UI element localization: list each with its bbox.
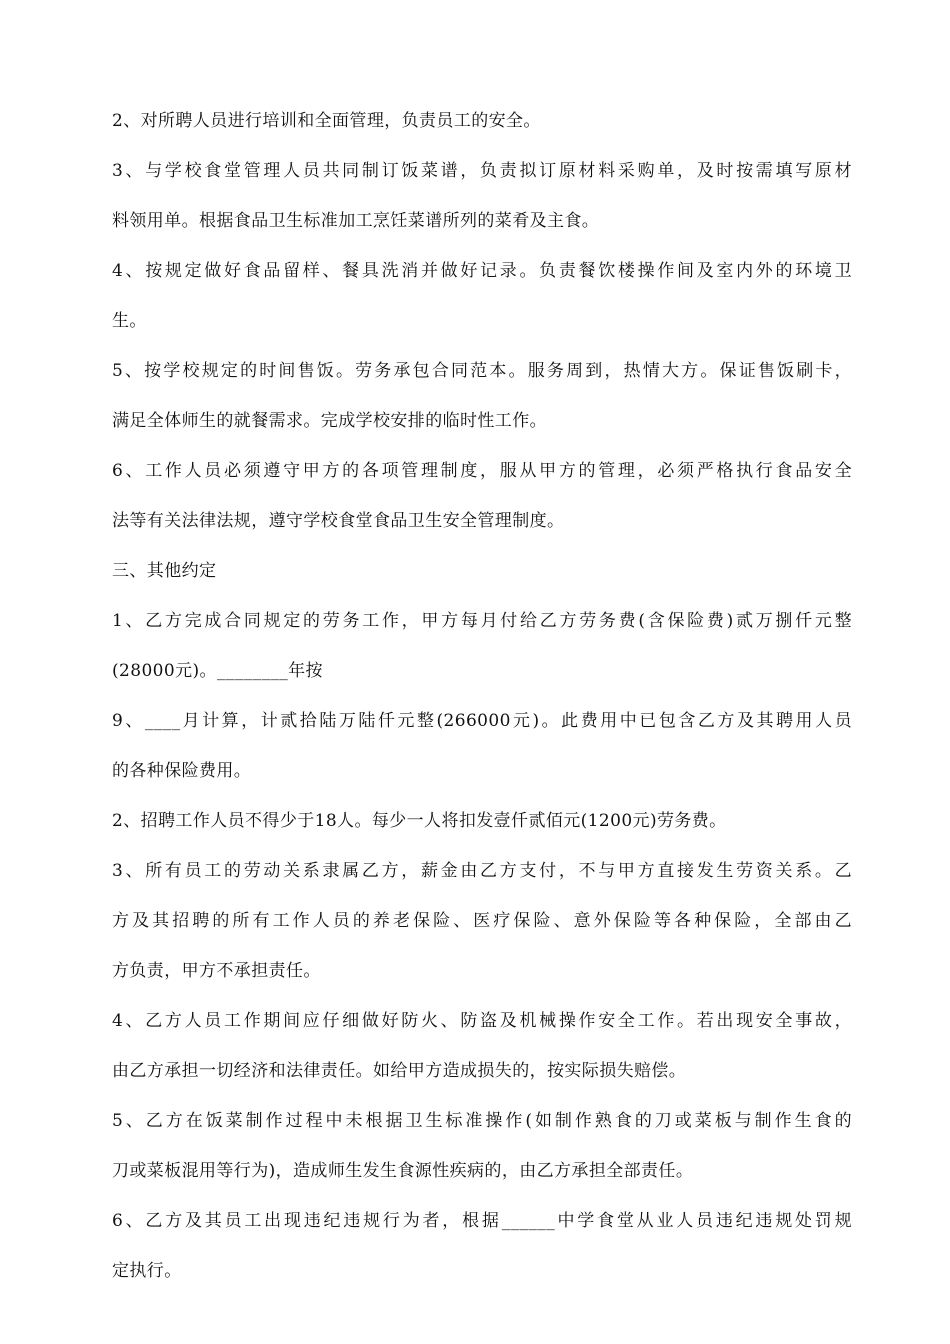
text-line: 刀或菜板混用等行为)，造成师生发生食源性疾病的，由乙方承担全部责任。 — [112, 1161, 694, 1181]
text-line: (28000元)。________年按 — [112, 661, 323, 681]
text-line: 5、乙方在饭菜制作过程中未根据卫生标准操作(如制作熟食的刀或菜板与制作生食的 — [112, 1111, 852, 1131]
text-line: 4、按规定做好食品留样、餐具洗消并做好记录。负责餐饮楼操作间及室内外的环境卫 — [112, 261, 852, 281]
text-line: 料领用单。根据食品卫生标准加工烹饪菜谱所列的菜肴及主食。 — [112, 211, 600, 231]
text-line: 3、与学校食堂管理人员共同制订饭菜谱，负责拟订原材料采购单，及时按需填写原材 — [112, 161, 852, 181]
text-line: 3、所有员工的劳动关系隶属乙方，薪金由乙方支付，不与甲方直接发生劳资关系。乙 — [112, 861, 852, 881]
text-line: 由乙方承担一切经济和法律责任。如给甲方造成损失的，按实际损失赔偿。 — [112, 1061, 687, 1081]
section-heading: 三、其他约定 — [112, 561, 217, 581]
text-line: 法等有关法律法规，遵守学校食堂食品卫生安全管理制度。 — [112, 511, 565, 531]
text-line: 2、对所聘人员进行培训和全面管理，负责员工的安全。 — [112, 111, 541, 131]
text-line: 方及其招聘的所有工作人员的养老保险、医疗保险、意外保险等各种保险，全部由乙 — [112, 911, 852, 931]
text-line: 6、乙方及其员工出现违纪违规行为者，根据______中学食堂从业人员违纪违规处罚规 — [112, 1211, 852, 1231]
text-line: 满足全体师生的就餐需求。完成学校安排的临时性工作。 — [112, 411, 547, 431]
text-line: 6、工作人员必须遵守甲方的各项管理制度，服从甲方的管理，必须严格执行食品安全 — [112, 461, 852, 481]
text-line: 1、乙方完成合同规定的劳务工作，甲方每月付给乙方劳务费(含保险费)贰万捌仟元整 — [112, 611, 852, 631]
text-line: 9、____月计算，计贰拾陆万陆仟元整(266000元)。此费用中已包含乙方及其聘用人员 — [112, 711, 852, 731]
text-line: 4、乙方人员工作期间应仔细做好防火、防盗及机械操作安全工作。若出现安全事故， — [112, 1011, 852, 1031]
text-line: 生。 — [112, 311, 147, 331]
text-line: 2、招聘工作人员不得少于18人。每少一人将扣发壹仟贰佰元(1200元)劳务费。 — [112, 811, 727, 831]
text-line: 方负责，甲方不承担责任。 — [112, 961, 321, 981]
text-line: 5、按学校规定的时间售饭。劳务承包合同范本。服务周到，热情大方。保证售饭刷卡， — [112, 361, 852, 381]
text-line: 定执行。 — [112, 1261, 182, 1281]
document-page — [112, 96, 852, 1296]
text-line: 的各种保险费用。 — [112, 761, 252, 781]
